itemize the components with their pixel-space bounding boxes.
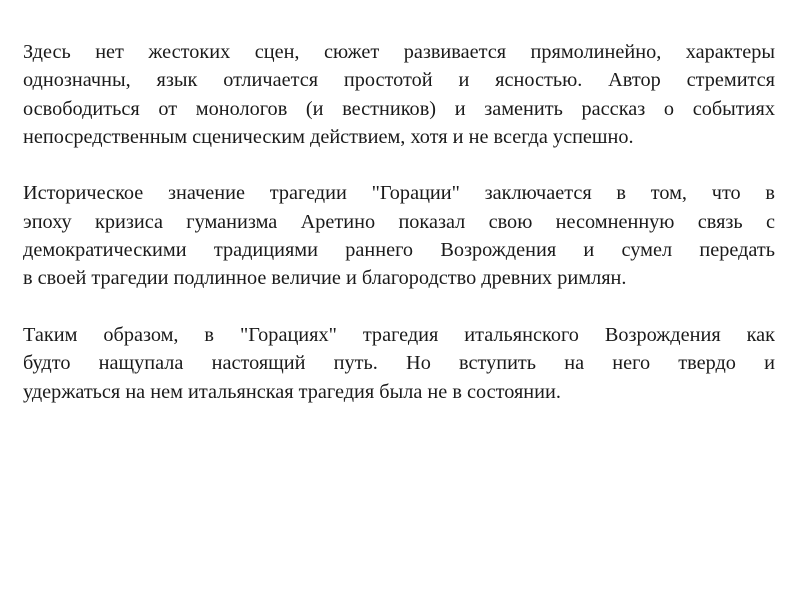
text-line: Здесь нет жестоких сцен, сюжет развивается прямолинейно, характеры xyxy=(23,41,775,63)
text-line: непосредственным сценическим действием, хотя и не всегда успешно. xyxy=(23,125,634,148)
paragraph-1 xyxy=(23,38,775,151)
text-line: удержаться на нем итальянская трагедия была не в состоянии. xyxy=(23,380,561,403)
text-line: однозначны, язык отличается простотой и ясностью. Автор стремится xyxy=(23,69,775,92)
paragraph-3 xyxy=(23,321,775,406)
paragraph-2 xyxy=(23,179,775,292)
text-line: Таким образом, в "Горациях" трагедия итальянского Возрождения как xyxy=(23,323,775,346)
text-line: демократическими традициями раннего Возрождения и сумел передать xyxy=(23,239,775,262)
text-line: будто нащупала настоящий путь. Но вступить на него твердо и xyxy=(23,352,775,375)
text-line: эпоху кризиса гуманизма Аретино показал свою несомненную связь с xyxy=(23,210,775,233)
text-line: освободиться от монологов (и вестников) и заменить рассказ о событиях xyxy=(23,97,775,120)
text-line: Историческое значение трагедии "Горации" заключается в том, что в xyxy=(23,182,775,205)
body-text xyxy=(23,38,775,434)
text-line: в своей трагедии подлинное величие и благородство древних римлян. xyxy=(23,267,627,290)
